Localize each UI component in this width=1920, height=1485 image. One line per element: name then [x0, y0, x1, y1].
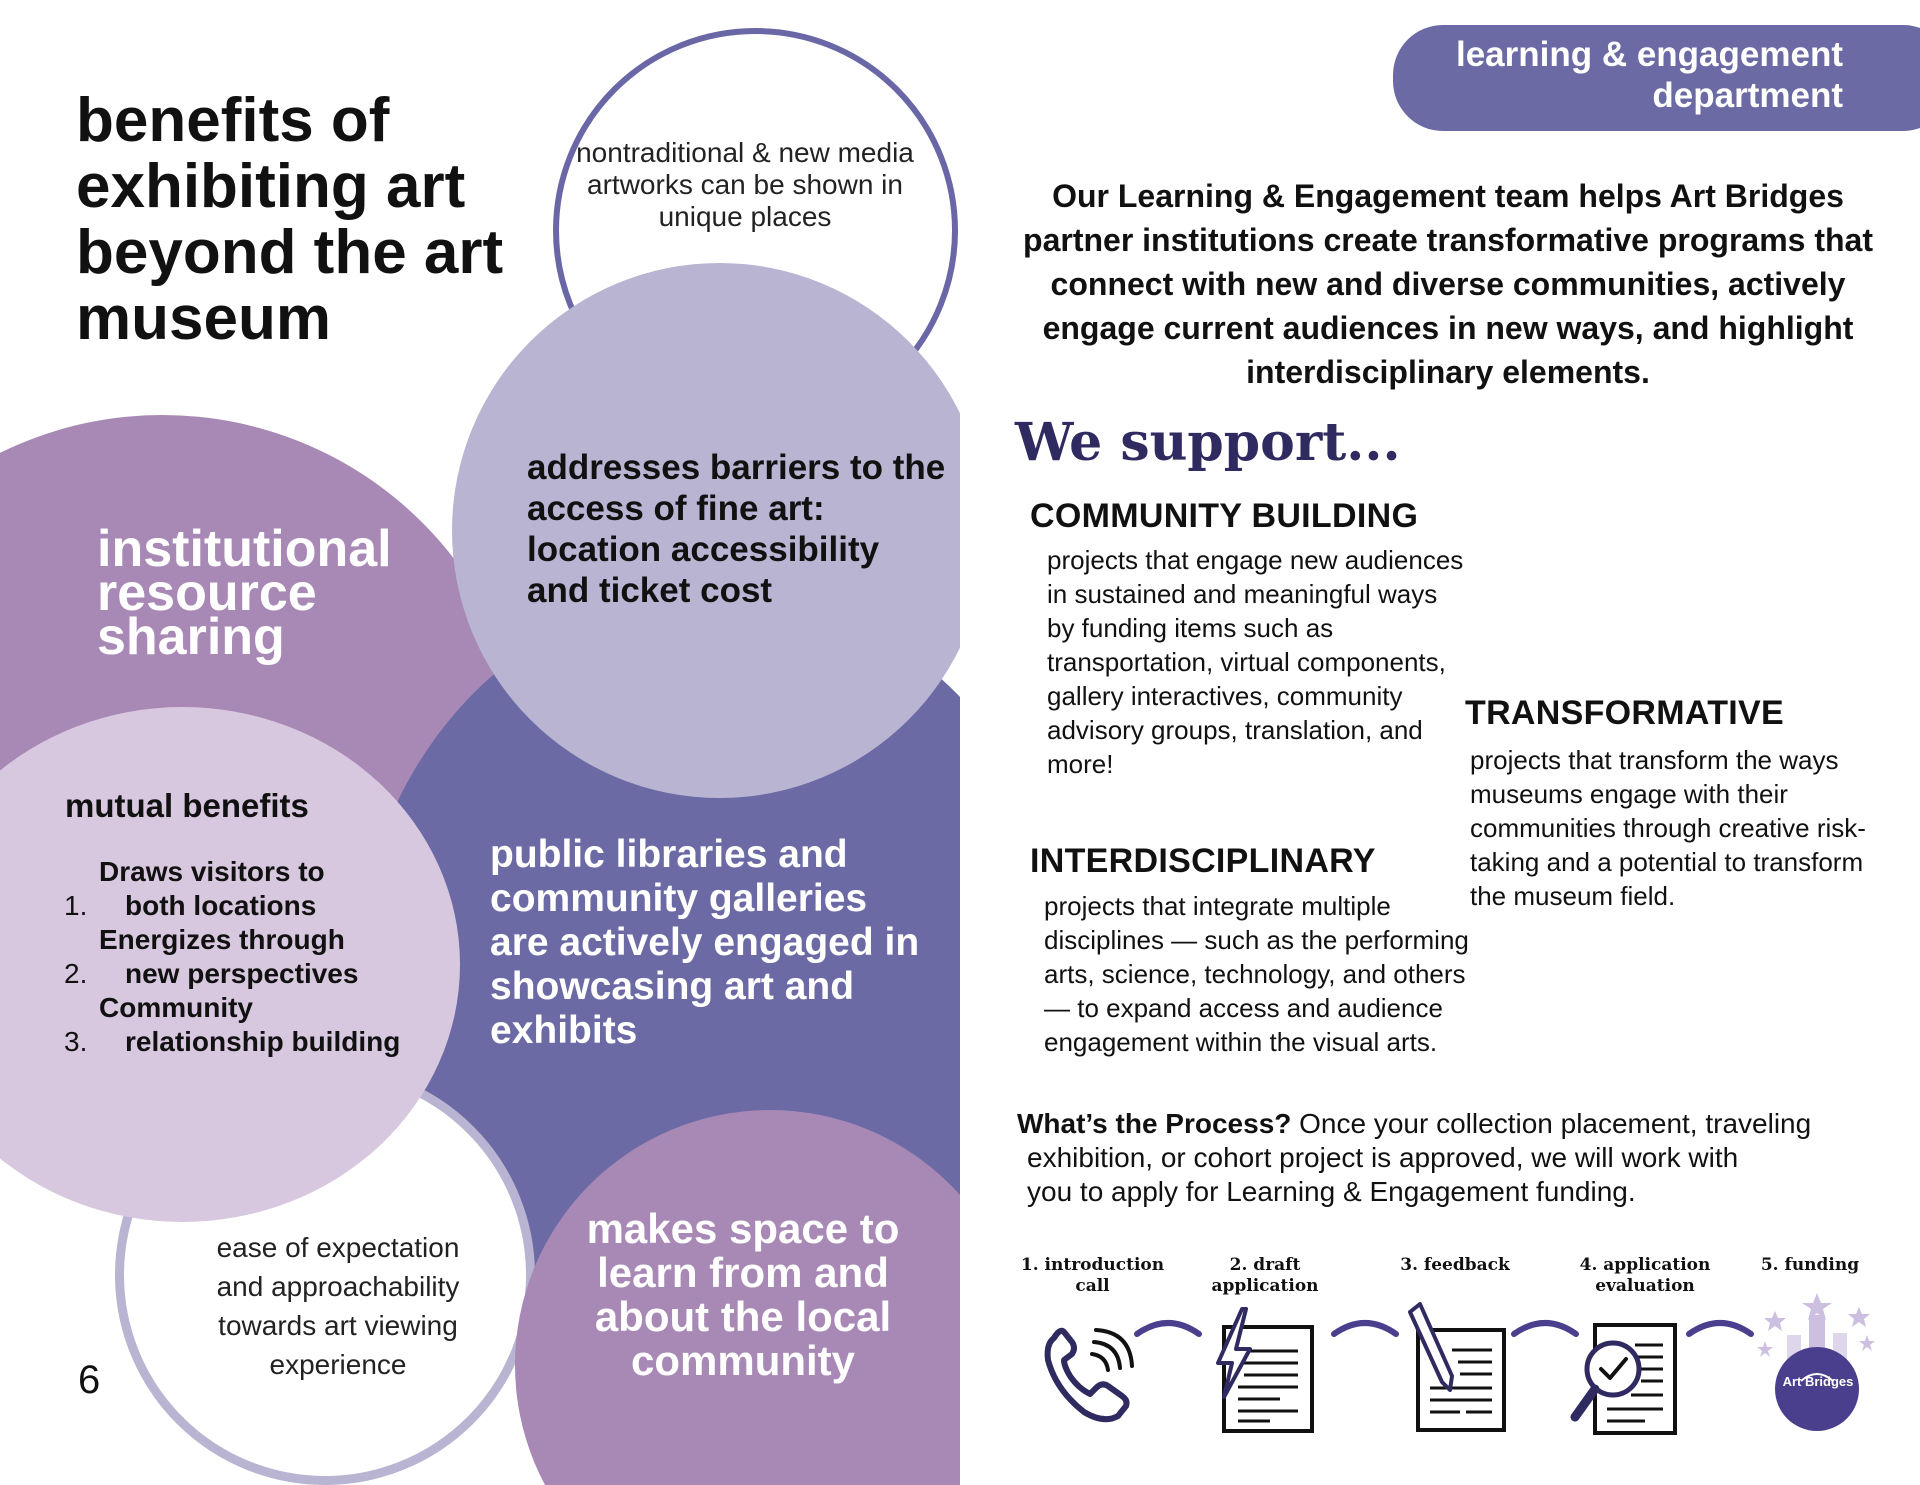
list-number: 3. — [64, 1026, 88, 1057]
list-number: 2. — [64, 958, 88, 989]
list-item — [64, 923, 444, 991]
phone-icon — [1034, 1320, 1144, 1430]
ease-text: ease of expectation and approachability towards art viewing experience — [216, 1232, 460, 1380]
benefit-line: new perspectives — [125, 958, 359, 989]
process-line: Once your collection placement, traveling — [1299, 1108, 1812, 1139]
barriers-text: addresses barriers to the access of fine art: location accessibility and ticket cost — [527, 448, 946, 610]
process-line: exhibition, or cohort project is approved, we will work with — [1027, 1142, 1739, 1173]
page-title: benefits of exhibiting art beyond the art museum — [76, 86, 504, 353]
nontraditional-text: nontraditional & new media artworks can be shown in unique places — [576, 137, 914, 232]
process-line: you to apply for Learning & Engagement funding. — [1027, 1176, 1636, 1207]
department-label: learning & engagement department — [1455, 35, 1843, 115]
list-item — [64, 991, 444, 1059]
step-label-draft-application: 2. draft application — [1211, 1255, 1319, 1296]
community-building-heading: COMMUNITY BUILDING — [1030, 497, 1419, 535]
connector-arc-icon — [1133, 1310, 1203, 1340]
document-lightning-icon — [1210, 1305, 1330, 1435]
interdisciplinary-heading: INTERDISCIPLINARY — [1030, 842, 1376, 880]
community-building-body: projects that engage new audiences in sustained and meaningful ways by funding items such as transportation, virtual components, gallery interactives, community advisory groups, translation, and more! — [1047, 545, 1464, 779]
mutual-benefits-heading: mutual benefits — [65, 787, 309, 824]
document-magnifier-icon — [1565, 1315, 1685, 1440]
list-item — [64, 855, 444, 923]
benefit-line: relationship building — [125, 1026, 401, 1057]
step-label-introduction-call: 1. introduction call — [1020, 1255, 1165, 1296]
interdisciplinary-body: projects that integrate multiple disciplines — such as the performing arts, science, technology, and others — to expand access and audience engagement within the visual arts. — [1044, 891, 1469, 1057]
step-label-funding: 5. funding — [1760, 1255, 1860, 1275]
list-number: 1. — [64, 890, 88, 921]
benefit-line: both locations — [125, 890, 317, 921]
connector-arc-icon — [1685, 1310, 1755, 1340]
benefit-line: Energizes through — [99, 924, 345, 955]
benefit-line: Community — [99, 992, 253, 1023]
step-label-feedback: 3. feedback — [1400, 1255, 1510, 1275]
support-heading: We support... — [1015, 412, 1401, 473]
process-label: What’s the Process? — [1017, 1108, 1292, 1139]
step-label-application-evaluation: 4. application evaluation — [1579, 1255, 1711, 1296]
process-paragraph — [1017, 1107, 1897, 1209]
makes-space-text: makes space to learn from and about the local community — [586, 1205, 900, 1384]
document-pencil-icon — [1400, 1300, 1520, 1435]
connector-arc-icon — [1510, 1310, 1580, 1340]
institutional-text: institutional resource sharing — [97, 520, 392, 666]
benefit-line: Draws visitors to — [99, 856, 325, 887]
public-libraries-text: public libraries and community galleries are actively engaged in showcasing art and exhibits — [490, 833, 920, 1052]
art-bridges-logo-icon — [1755, 1293, 1880, 1433]
connector-arc-icon — [1330, 1310, 1400, 1340]
intro-paragraph: Our Learning & Engagement team helps Art Bridges partner institutions create transformative programs that connect with new and diverse communities, actively engage current audiences in new ways, and highlight interdisciplinary elements. — [1023, 178, 1873, 390]
art-bridges-logo-text: Art Bridges — [1782, 1374, 1854, 1389]
page-number: 6 — [78, 1358, 101, 1402]
mutual-benefits-list — [64, 855, 444, 1059]
transformative-heading: TRANSFORMATIVE — [1465, 694, 1784, 732]
transformative-body: projects that transform the ways museums engage with their communities through creative risk-taking and a potential to transform the museum field. — [1470, 745, 1866, 911]
